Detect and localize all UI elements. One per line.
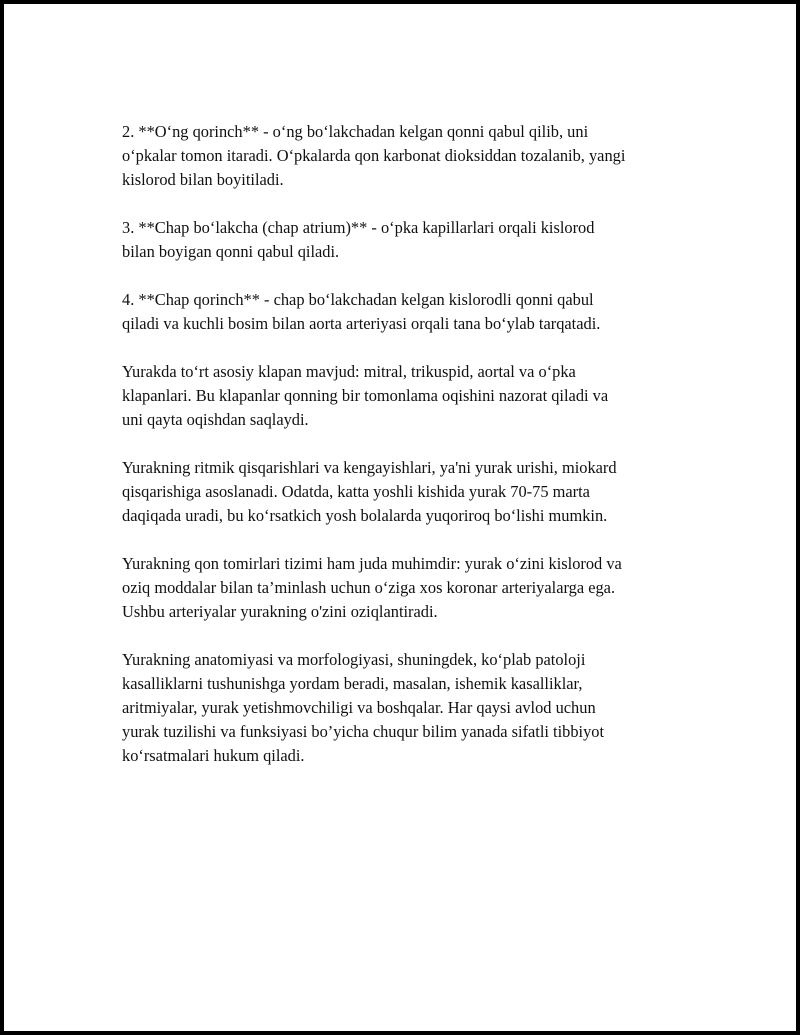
document-body xyxy=(122,120,692,768)
text-line: kasalliklarni tushunishga yordam beradi, masalan, ishemik kasalliklar, xyxy=(122,674,583,693)
paragraph-right-ventricle xyxy=(122,120,692,192)
text-line: ko‘rsatmalari hukum qiladi. xyxy=(122,746,305,765)
text-line: oziq moddalar bilan ta’minlash uchun o‘ziga xos koronar arteriyalarga ega. xyxy=(122,578,616,597)
text-line: 2. **O‘ng qorinch** - o‘ng bo‘lakchadan kelgan qonni qabul qilib, uni xyxy=(122,122,589,141)
text-line: Yurakda to‘rt asosiy klapan mavjud: mitral, trikuspid, aortal va o‘pka xyxy=(122,362,576,381)
text-line: Yurakning anatomiyasi va morfologiyasi, shuningdek, ko‘plab patoloji xyxy=(122,650,586,669)
text-line: 4. **Chap qorinch** - chap bo‘lakchadan kelgan kislorodli qonni qabul xyxy=(122,290,594,309)
paragraph-coronary-vessels xyxy=(122,552,692,624)
text-line: Yurakning ritmik qisqarishlari va kengayishlari, ya'ni yurak urishi, miokard xyxy=(122,458,617,477)
text-line: kislorod bilan boyitiladi. xyxy=(122,170,284,189)
paragraph-heart-rhythm xyxy=(122,456,692,528)
text-line: qisqarishiga asoslanadi. Odatda, katta yoshli kishida yurak 70-75 marta xyxy=(122,482,590,501)
text-line: yurak tuzilishi va funksiyasi bo’yicha chuqur bilim yanada sifatli tibbiyot xyxy=(122,722,605,741)
text-line: daqiqada uradi, bu ko‘rsatkich yosh bolalarda yuqoriroq bo‘lishi mumkin. xyxy=(122,506,608,525)
text-line: bilan boyigan qonni qabul qiladi. xyxy=(122,242,340,261)
paragraph-left-ventricle xyxy=(122,288,692,336)
text-line: Yurakning qon tomirlari tizimi ham juda muhimdir: yurak o‘zini kislorod va xyxy=(122,554,622,573)
text-line: 3. **Chap bo‘lakcha (chap atrium)** - o‘pka kapillarlari orqali kislorod xyxy=(122,218,595,237)
paragraph-left-atrium xyxy=(122,216,692,264)
text-line: qiladi va kuchli bosim bilan aorta arteriyasi orqali tana bo‘ylab tarqatadi. xyxy=(122,314,601,333)
paragraph-heart-valves xyxy=(122,360,692,432)
text-line: aritmiyalar, yurak yetishmovchiligi va boshqalar. Har qaysi avlod uchun xyxy=(122,698,596,717)
text-line: klapanlari. Bu klapanlar qonning bir tomonlama oqishini nazorat qiladi va xyxy=(122,386,609,405)
text-line: o‘pkalar tomon itaradi. O‘pkalarda qon karbonat dioksiddan tozalanib, yangi xyxy=(122,146,626,165)
text-line: uni qayta oqishdan saqlaydi. xyxy=(122,410,309,429)
paragraph-anatomy-importance xyxy=(122,648,692,768)
text-line: Ushbu arteriyalar yurakning o'zini oziqlantiradi. xyxy=(122,602,438,621)
